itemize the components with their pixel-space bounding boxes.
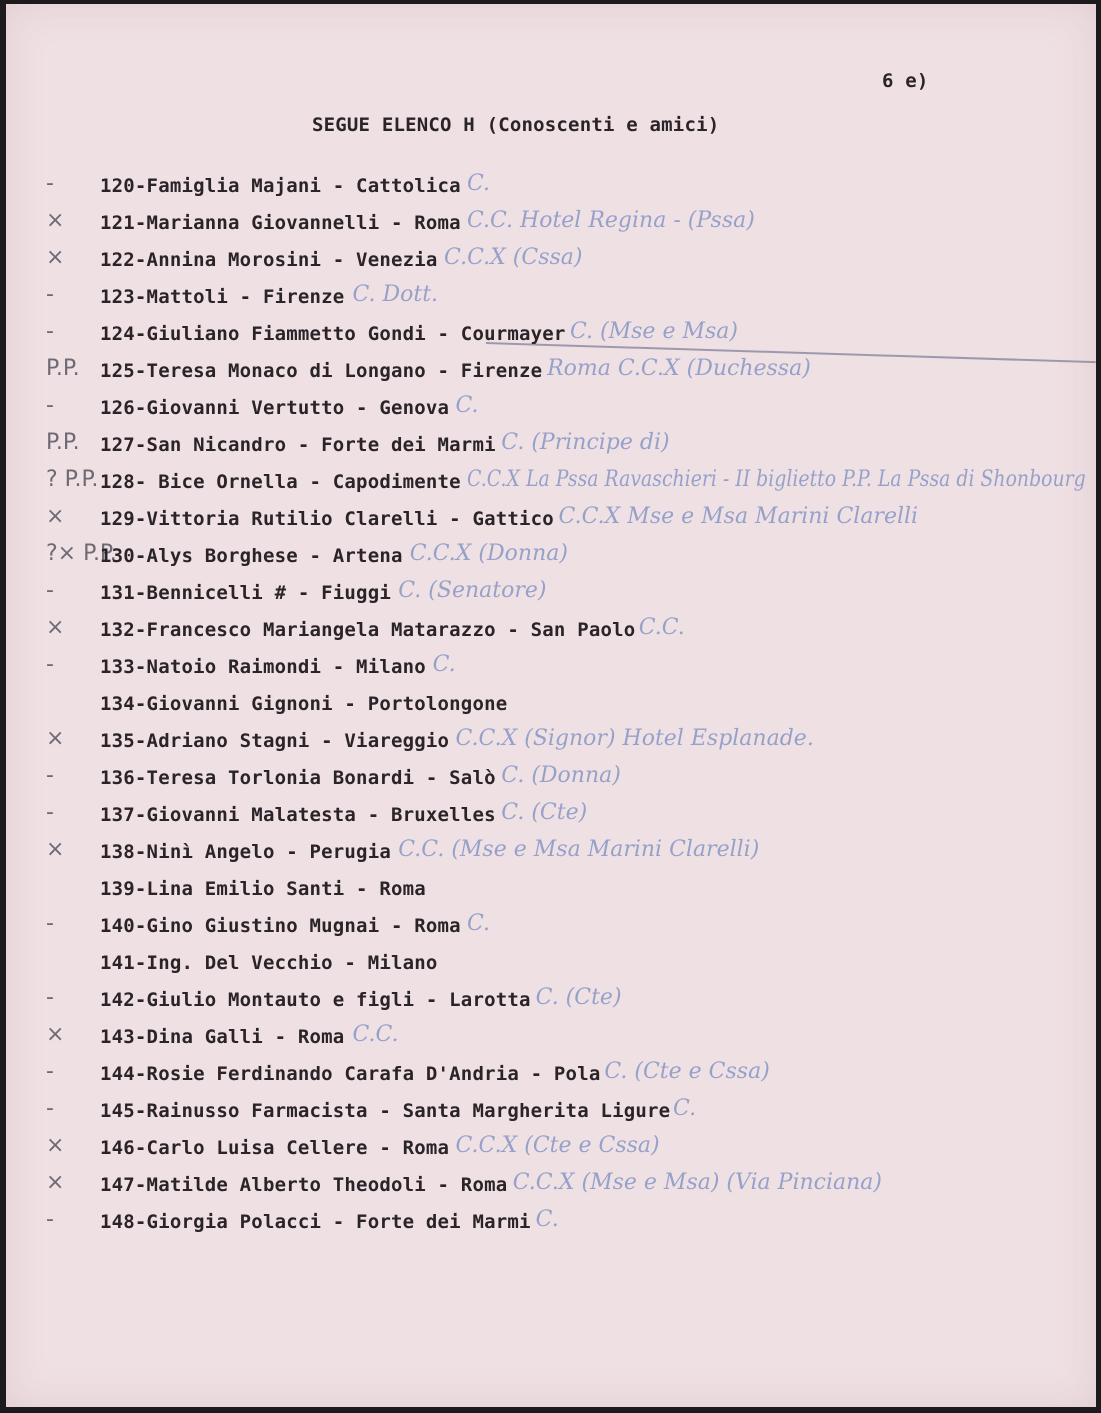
handwritten-note: C. (Cte) xyxy=(535,985,622,1010)
pencil-mark: - xyxy=(46,911,54,936)
entry-text: 126-Giovanni Vertutto - Genova xyxy=(100,397,450,419)
handwritten-note: C.C. (Mse e Msa Marini Clarelli) xyxy=(398,837,760,862)
entry-text: 127-San Nicandro - Forte dei Marmi xyxy=(100,434,496,456)
entry-text: 122-Annina Morosini - Venezia xyxy=(100,249,438,271)
list-item xyxy=(6,1057,1096,1094)
pencil-mark: × xyxy=(46,245,65,270)
entry-text: 131-Bennicelli # - Fiuggi xyxy=(100,582,391,604)
entry-text: 147-Matilde Alberto Theodoli - Roma xyxy=(100,1174,508,1196)
pencil-mark: - xyxy=(46,800,54,825)
pencil-mark: ? P.P. xyxy=(46,467,99,492)
pencil-mark: - xyxy=(46,1059,54,1084)
pencil-mark: × xyxy=(46,837,65,862)
entry-text: 137-Giovanni Malatesta - Bruxelles xyxy=(100,804,496,826)
entry-text: 146-Carlo Luisa Cellere - Roma xyxy=(100,1137,450,1159)
entry-text: 139-Lina Emilio Santi - Roma xyxy=(100,878,426,900)
entry-text: 120-Famiglia Majani - Cattolica xyxy=(100,175,461,197)
list-item xyxy=(6,280,1096,317)
entry-text: 134-Giovanni Gignoni - Portolongone xyxy=(100,693,508,715)
pencil-mark: - xyxy=(46,1207,54,1232)
handwritten-note: Roma C.C.X (Duchessa) xyxy=(547,356,811,381)
handwritten-note: C.C.X (Signor) Hotel Esplanade. xyxy=(455,726,814,751)
handwritten-note: C.C.X (Cssa) xyxy=(444,245,583,270)
pencil-mark: × xyxy=(46,615,65,640)
pencil-mark: × xyxy=(46,726,65,751)
list-item xyxy=(6,835,1096,872)
list-item xyxy=(6,465,1096,502)
pencil-mark: - xyxy=(46,1096,54,1121)
list-item xyxy=(6,317,1096,354)
entry-text: 142-Giulio Montauto e figli - Larotta xyxy=(100,989,531,1011)
pencil-mark: - xyxy=(46,652,54,677)
entry-text: 135-Adriano Stagni - Viareggio xyxy=(100,730,450,752)
list-item xyxy=(6,761,1096,798)
pencil-mark: - xyxy=(46,578,54,603)
handwritten-note: C. (Cte e Cssa) xyxy=(604,1059,770,1084)
handwritten-note: C. (Mse e Msa) xyxy=(570,319,738,344)
list-item xyxy=(6,169,1096,206)
pencil-mark: - xyxy=(46,319,54,344)
entry-text: 141-Ing. Del Vecchio - Milano xyxy=(100,952,438,974)
handwritten-note: C.C.X (Cte e Cssa) xyxy=(455,1133,660,1158)
entry-text: 148-Giorgia Polacci - Forte dei Marmi xyxy=(100,1211,531,1233)
handwritten-note: C.C. xyxy=(638,615,685,640)
handwritten-note: C. xyxy=(466,171,490,196)
pencil-mark: ?× P.P. xyxy=(46,541,117,566)
list-item xyxy=(6,576,1096,613)
entry-text: 145-Rainusso Farmacista - Santa Margherita Ligure xyxy=(100,1100,671,1122)
list-item xyxy=(6,502,1096,539)
list-item xyxy=(6,1168,1096,1205)
handwritten-note: C. xyxy=(466,911,490,936)
handwritten-note: C. Dott. xyxy=(352,282,439,307)
pencil-mark: - xyxy=(46,393,54,418)
list-item xyxy=(6,428,1096,465)
entry-text: 144-Rosie Ferdinando Carafa D'Andria - Pola xyxy=(100,1063,601,1085)
handwritten-note: C.C. xyxy=(352,1022,399,1047)
entry-text: 136-Teresa Torlonia Bonardi - Salò xyxy=(100,767,496,789)
list-item xyxy=(6,983,1096,1020)
list-item xyxy=(6,1131,1096,1168)
pencil-mark: P.P. xyxy=(46,356,80,381)
pencil-mark: - xyxy=(46,171,54,196)
handwritten-note: C.C.X (Donna) xyxy=(409,541,568,566)
handwritten-note: C.C.X La Pssa Ravaschieri - II biglietto P.P. La Pssa di Shonbourg xyxy=(466,467,1086,492)
pencil-mark: × xyxy=(46,208,65,233)
list-item xyxy=(6,872,1096,909)
entry-text: 143-Dina Galli - Roma xyxy=(100,1026,345,1048)
entry-text: 125-Teresa Monaco di Longano - Firenze xyxy=(100,360,543,382)
list-item xyxy=(6,539,1096,576)
list-item xyxy=(6,391,1096,428)
pencil-mark: - xyxy=(46,985,54,1010)
pencil-mark: × xyxy=(46,1022,65,1047)
handwritten-note: C. (Principe di) xyxy=(501,430,670,455)
page-title: SEGUE ELENCO H (Conoscenti e amici) xyxy=(312,114,720,136)
entry-text: 130-Alys Borghese - Artena xyxy=(100,545,403,567)
list-item xyxy=(6,724,1096,761)
list-item xyxy=(6,798,1096,835)
list-item xyxy=(6,687,1096,724)
list-item xyxy=(6,243,1096,280)
list-item xyxy=(6,1205,1096,1242)
entry-text: 129-Vittoria Rutilio Clarelli - Gattico xyxy=(100,508,554,530)
handwritten-note: C.C. Hotel Regina - (Pssa) xyxy=(466,208,755,233)
pencil-mark: × xyxy=(46,1133,65,1158)
entry-text: 132-Francesco Mariangela Matarazzo - San Paolo xyxy=(100,619,636,641)
list-item xyxy=(6,613,1096,650)
list-item xyxy=(6,1094,1096,1131)
handwritten-note: C. xyxy=(432,652,456,677)
handwritten-note: C. (Senatore) xyxy=(398,578,547,603)
entry-text: 140-Gino Giustino Mugnai - Roma xyxy=(100,915,461,937)
handwritten-note: C. (Donna) xyxy=(501,763,621,788)
page-number: 6 e) xyxy=(882,70,929,92)
list-item xyxy=(6,909,1096,946)
handwritten-note: C. (Cte) xyxy=(501,800,588,825)
document-page xyxy=(6,4,1096,1407)
handwritten-note: C. xyxy=(673,1096,697,1121)
pencil-mark: - xyxy=(46,763,54,788)
entry-text: 133-Natoio Raimondi - Milano xyxy=(100,656,426,678)
list-item xyxy=(6,946,1096,983)
handwritten-note: C. xyxy=(455,393,479,418)
handwritten-note: C.C.X (Mse e Msa) (Via Pinciana) xyxy=(512,1170,883,1195)
entry-text: 128- Bice Ornella - Capodimente xyxy=(100,471,461,493)
entry-text: 138-Ninì Angelo - Perugia xyxy=(100,841,391,863)
list-item xyxy=(6,650,1096,687)
handwritten-note: C. xyxy=(535,1207,559,1232)
pencil-mark: × xyxy=(46,504,65,529)
entry-text: 124-Giuliano Fiammetto Gondi - Courmayer xyxy=(100,323,566,345)
entry-text: 121-Marianna Giovannelli - Roma xyxy=(100,212,461,234)
pencil-mark: - xyxy=(46,282,54,307)
pencil-mark: × xyxy=(46,1170,65,1195)
list-item xyxy=(6,206,1096,243)
list-item xyxy=(6,1020,1096,1057)
list-item xyxy=(6,354,1096,391)
handwritten-note: C.C.X Mse e Msa Marini Clarelli xyxy=(558,504,919,529)
pencil-mark: P.P. xyxy=(46,430,80,455)
entry-text: 123-Mattoli - Firenze xyxy=(100,286,345,308)
